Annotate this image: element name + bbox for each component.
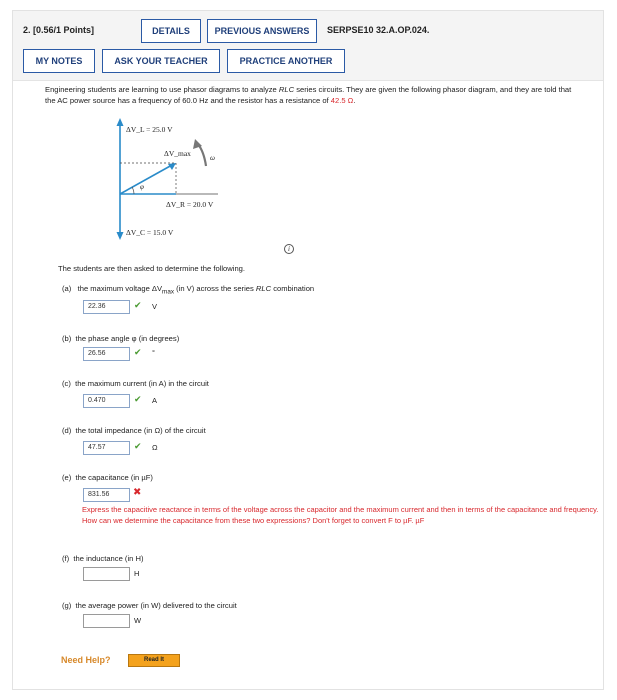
part-b-answer-input[interactable]: 26.56 xyxy=(83,347,130,361)
ask-your-teacher-button[interactable]: ASK YOUR TEACHER xyxy=(102,49,220,73)
part-d-check-icon: ✔ xyxy=(134,441,142,451)
resistance-value: 42.5 Ω xyxy=(330,96,354,105)
prompt-text: The students are then asked to determine the following. xyxy=(58,264,246,273)
vc-arrowhead xyxy=(117,232,124,240)
details-button[interactable]: DETAILS xyxy=(141,19,201,43)
question-header xyxy=(13,11,603,81)
part-c-text: the maximum current (in A) in the circuit xyxy=(75,379,209,388)
part-a-text-end: combination xyxy=(271,284,315,293)
need-help-label: Need Help? xyxy=(61,655,111,665)
part-c-question xyxy=(62,379,209,388)
part-a-letter: (a) xyxy=(62,284,72,293)
part-d-question xyxy=(62,426,206,435)
phi-label: φ xyxy=(140,183,144,191)
part-b-text: the phase angle φ (in degrees) xyxy=(75,334,180,343)
part-f-unit: H xyxy=(134,569,140,578)
practice-another-button[interactable]: PRACTICE ANOTHER xyxy=(227,49,345,73)
part-a-text-pre: the maximum voltage ΔV xyxy=(77,284,163,293)
part-a-check-icon: ✔ xyxy=(134,300,142,310)
info-icon[interactable]: i xyxy=(284,244,294,254)
part-b-check-icon: ✔ xyxy=(134,347,142,357)
phasor-diagram xyxy=(100,116,240,246)
part-a-sub: max xyxy=(162,288,175,296)
part-g-letter: (g) xyxy=(62,601,72,610)
part-g-question xyxy=(62,601,237,610)
part-a-question xyxy=(62,284,314,296)
my-notes-button[interactable]: MY NOTES xyxy=(23,49,95,73)
rotation-arrow xyxy=(198,144,206,166)
part-e-question xyxy=(62,473,153,482)
part-d-text: the total impedance (in Ω) of the circuit xyxy=(75,426,206,435)
vmax-phasor xyxy=(120,165,172,194)
part-g-answer-input[interactable] xyxy=(83,614,130,628)
problem-statement xyxy=(45,84,573,106)
intro-text-1: Engineering students are learning to use phasor diagrams to analyze xyxy=(45,85,279,94)
part-a-unit: V xyxy=(152,302,158,311)
part-b-question xyxy=(62,334,179,343)
part-d-unit: Ω xyxy=(152,443,158,452)
intro-rlc: RLC xyxy=(278,85,295,94)
part-e-text: the capacitance (in µF) xyxy=(75,473,153,482)
vr-label: ΔV_R = 20.0 V xyxy=(166,200,214,209)
read-it-button[interactable]: Read It xyxy=(128,654,180,667)
part-d-answer-input[interactable]: 47.57 xyxy=(83,441,130,455)
part-f-letter: (f) xyxy=(62,554,70,563)
part-c-answer-input[interactable]: 0.470 xyxy=(83,394,130,408)
vmax-label: ΔV_max xyxy=(164,149,191,158)
part-g-text: the average power (in W) delivered to the circuit xyxy=(75,601,237,610)
part-f-question xyxy=(62,554,143,563)
problem-code: SERPSE10 32.A.OP.024. xyxy=(327,25,430,35)
part-b-unit: ° xyxy=(152,348,155,357)
part-a-rlc: RLC xyxy=(255,284,272,293)
intro-text-2: series circuits. They are given the following phasor diagram, and they are told that the AC power source has a frequency of 60.0 Hz and the resistor has a resistance of xyxy=(45,85,572,105)
points-label: 2. [0.56/1 Points] xyxy=(23,25,95,35)
part-f-answer-input[interactable] xyxy=(83,567,130,581)
omega-label: ω xyxy=(210,154,215,162)
part-g-unit: W xyxy=(134,616,142,625)
part-e-feedback: Express the capacitive reactance in terms of the voltage across the capacitor and the maximum current and then in terms of the capacitance and frequency. How can we determine the capacitance from these two expressions? Don't forget to convert F to µF. µF xyxy=(82,505,599,525)
part-a-text-post: (in V) across the series xyxy=(174,284,256,293)
part-a-answer-input[interactable]: 22.36 xyxy=(83,300,130,314)
previous-answers-button[interactable]: PREVIOUS ANSWERS xyxy=(207,19,317,43)
part-d-letter: (d) xyxy=(62,426,72,435)
vl-label: ΔV_L = 25.0 V xyxy=(126,125,173,134)
part-e-answer-input[interactable]: 831.56 xyxy=(83,488,130,502)
part-b-letter: (b) xyxy=(62,334,72,343)
part-c-check-icon: ✔ xyxy=(134,394,142,404)
intro-text-3: . xyxy=(353,96,356,105)
part-c-unit: A xyxy=(152,396,158,405)
vc-label: ΔV_C = 15.0 V xyxy=(126,228,174,237)
part-c-letter: (c) xyxy=(62,379,71,388)
vl-arrowhead xyxy=(117,118,124,126)
part-f-text: the inductance (in H) xyxy=(73,554,144,563)
part-e-incorrect-icon: ✖ xyxy=(133,487,142,498)
phase-angle-arc xyxy=(132,187,134,194)
part-e-letter: (e) xyxy=(62,473,72,482)
